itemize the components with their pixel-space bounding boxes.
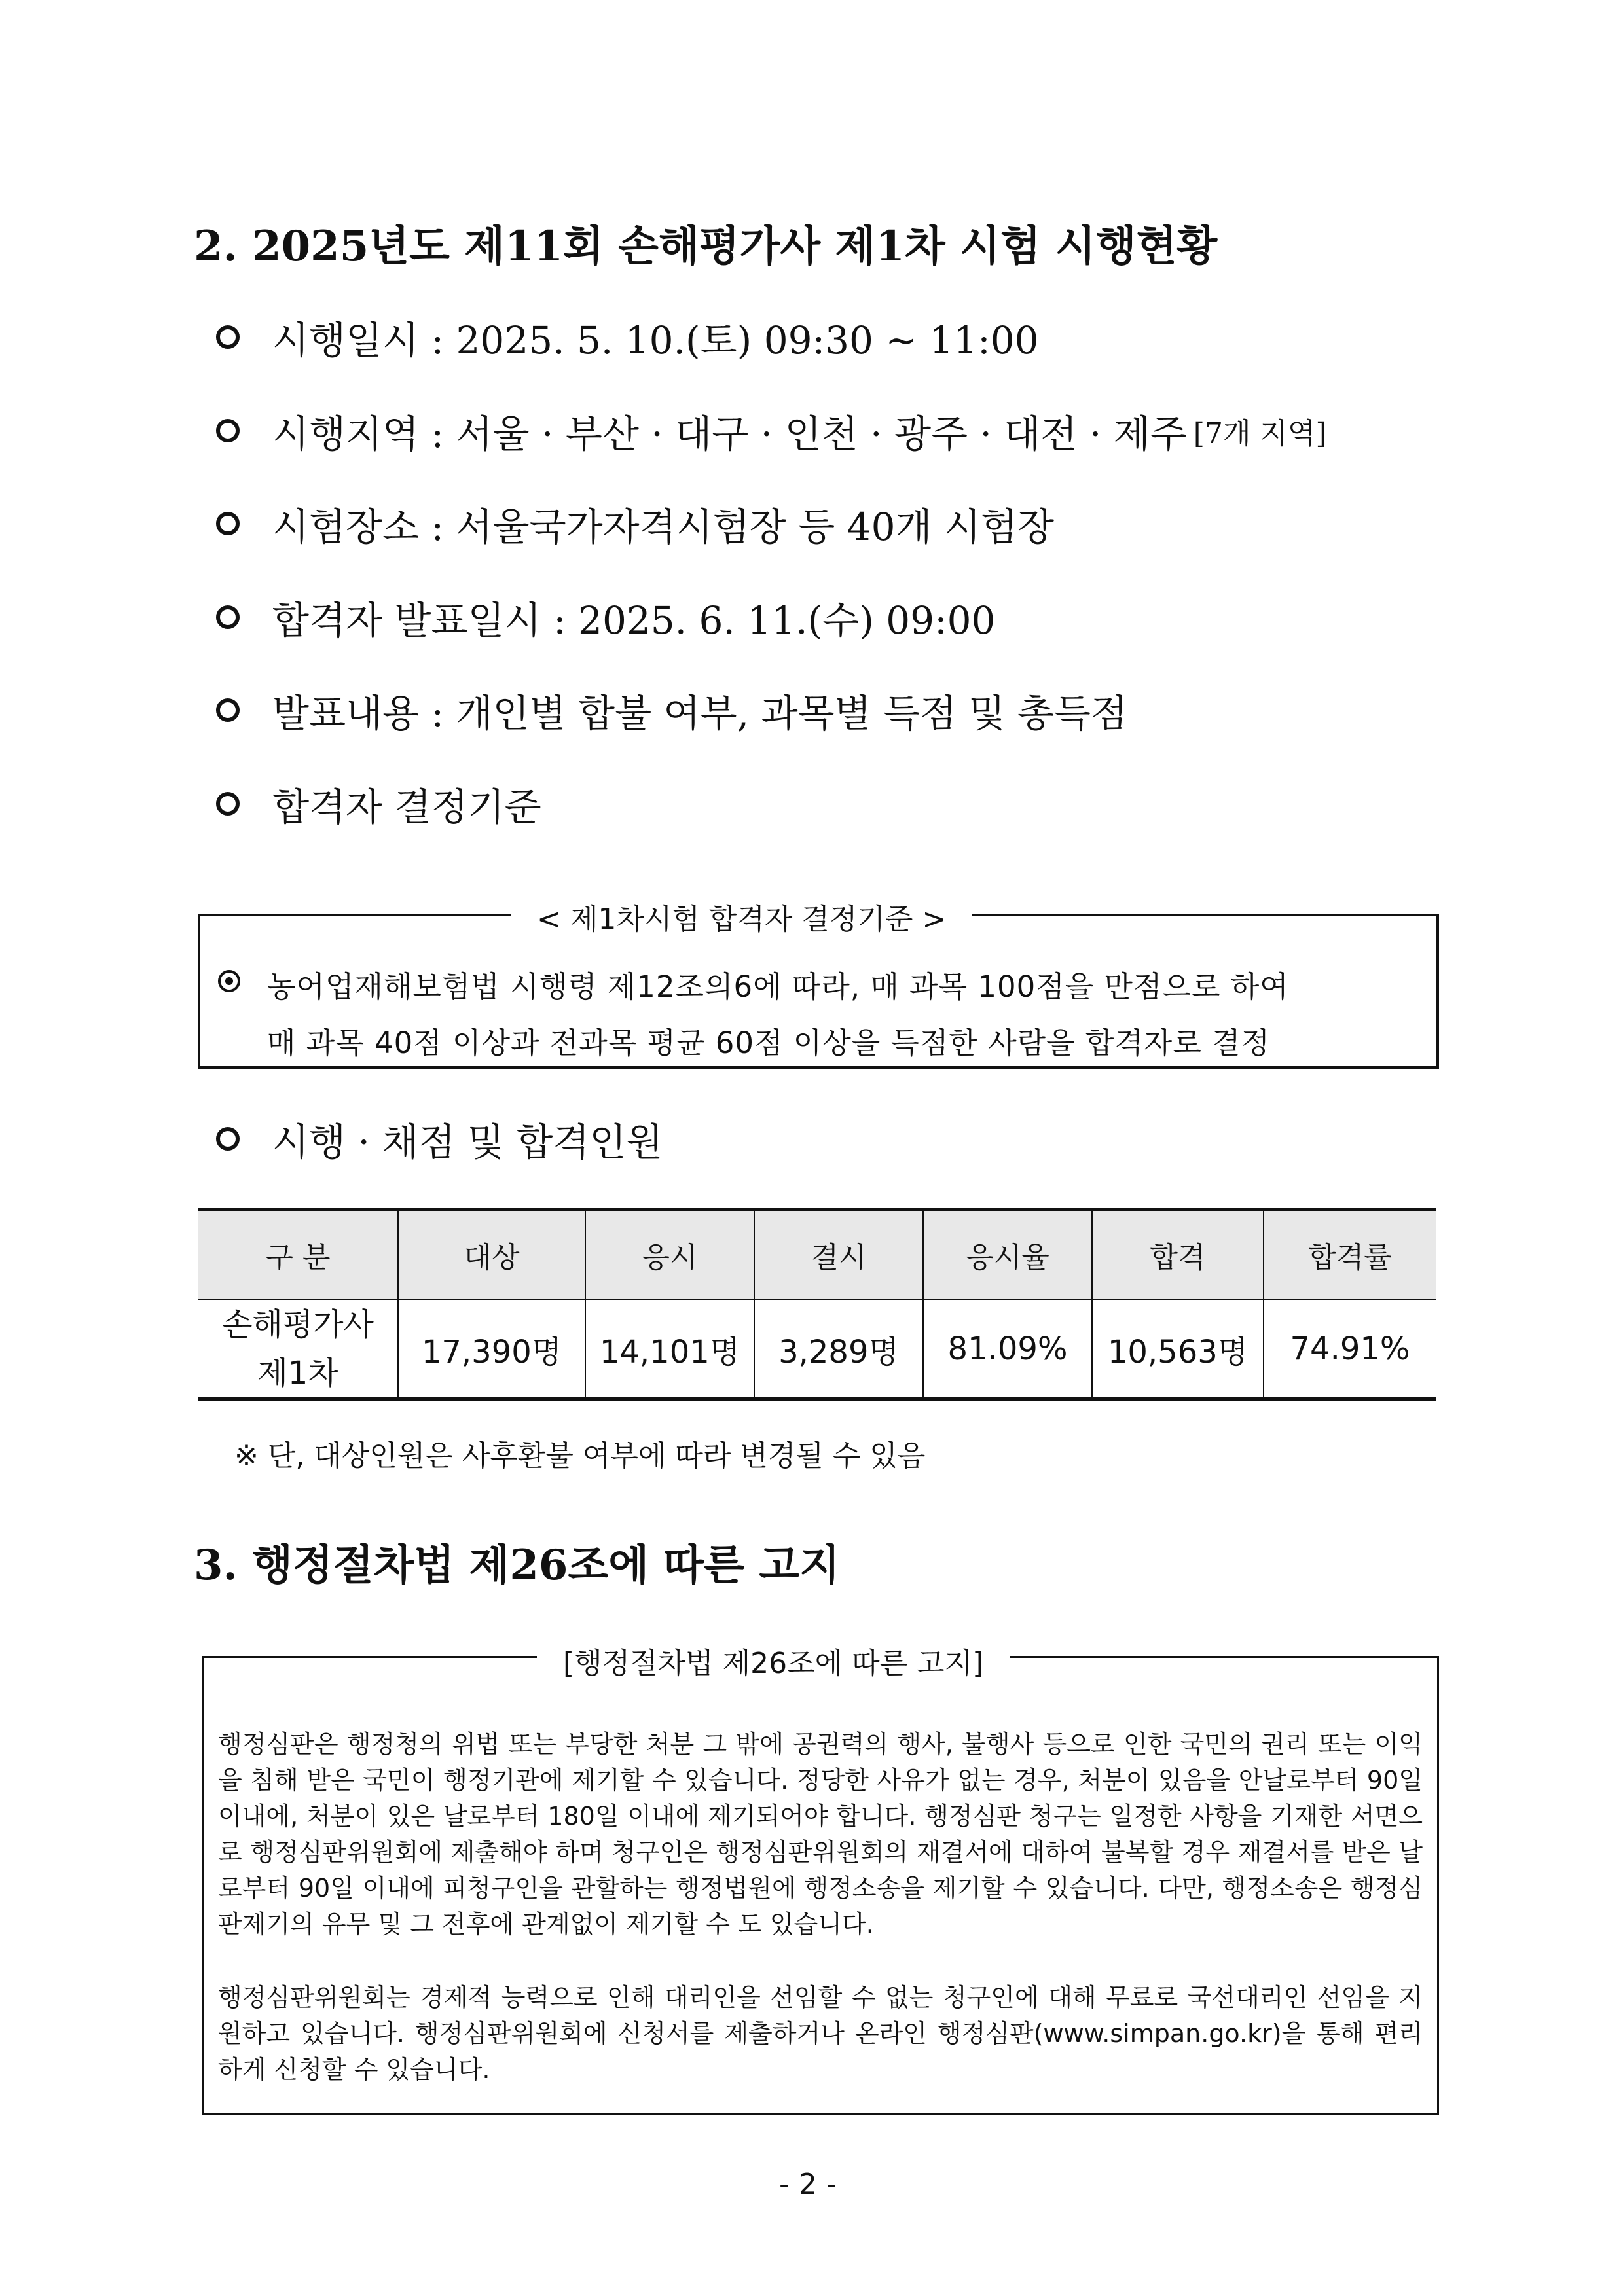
circle-bullet-icon bbox=[216, 605, 240, 629]
section-2-heading: 2. 2025년도 제11회 손해평가사 제1차 시험 시행현황 bbox=[194, 222, 1218, 271]
results-table bbox=[198, 1208, 1436, 1401]
cell-target: 17,390명 bbox=[398, 1300, 585, 1399]
cell-attendance-rate: 81.09% bbox=[923, 1300, 1092, 1399]
row-category-line-2: 제1차 bbox=[257, 1355, 338, 1391]
notice-paragraph-1: 행정심판은 행정청의 위법 또는 부당한 처분 그 밖에 공권력의 행사, 불행사 등으로 인한 국민의 권리 또는 이익을 침해 받은 국민이 행정기관에 제기할 수 있습니다. 정당한 사유가 없는 경우, 처분이 있음을 안날로부터 90일 이내에, 처분이 있은 날로부터 180일 이내에 제기되어야 합니다. 행정심판 청구는 일정한 사항을 기재한 서면으로 행정심판위원회에 제출해야 하며 청구인은 행정심판위원회의 재결서에 대하여 불복할 경우 재결서를 받은 날로부터 90일 이내에 피청구인을 관할하는 행정법원에 행정소송을 제기할 수 있습니다. 다만, 행정소송은 행정심판제기의 유무 및 그 전후에 관계없이 제기할 수 도 있습니다. bbox=[218, 1730, 1423, 1939]
item-pass-criteria bbox=[216, 778, 541, 830]
item-text: 시행 · 채점 및 합격인원 bbox=[272, 1120, 663, 1164]
circle-bullet-icon bbox=[216, 419, 240, 442]
cell-pass-rate: 74.91% bbox=[1264, 1300, 1436, 1399]
item-announcement-date bbox=[216, 591, 995, 643]
item-text: 합격자 발표일시 : 2025. 6. 11.(수) 09:00 bbox=[272, 598, 996, 643]
table-note: ※ 단, 대상인원은 사후환불 여부에 따라 변경될 수 있음 bbox=[234, 1439, 926, 1473]
circle-bullet-icon bbox=[216, 512, 240, 535]
header-pass-rate: 합격률 bbox=[1264, 1210, 1436, 1300]
header-attendance-rate: 응시율 bbox=[923, 1210, 1092, 1300]
item-text: 시험장소 : 서울국가자격시험장 등 40개 시험장 bbox=[272, 505, 1055, 549]
criteria-box-title: < 제1차시험 합격자 결정기준 > bbox=[511, 895, 972, 937]
header-absentees: 결시 bbox=[754, 1210, 923, 1300]
table-row bbox=[198, 1300, 1436, 1399]
criteria-line-1: 농어업재해보험법 시행령 제12조의6에 따라, 매 과목 100점을 만점으로 하여 bbox=[267, 969, 1289, 1004]
item-text: 시행일시 : 2025. 5. 10.(토) 09:30 ~ 11:00 bbox=[272, 318, 1039, 363]
cell-passed: 10,563명 bbox=[1092, 1300, 1264, 1399]
item-exam-regions bbox=[216, 404, 1327, 457]
notice-paragraph-2: 행정심판위원회는 경제적 능력으로 인해 대리인을 선임할 수 없는 청구인에 대해 무료로 국선대리인 선임을 지원하고 있습니다. 행정심판위원회에 신청서를 제출하거나 온라인 행정심판(www.simpan.go.kr)을 통해 편리하게 신청할 수 있습니다. bbox=[218, 1983, 1423, 2084]
circle-bullet-icon bbox=[216, 698, 240, 722]
circle-bullet-icon bbox=[216, 1127, 240, 1151]
item-text: 시행지역 : 서울 · 부산 · 대구 · 인천 · 광주 · 대전 · 제주 bbox=[272, 412, 1187, 456]
circle-bullet-icon bbox=[216, 325, 240, 349]
item-text: 발표내용 : 개인별 합불 여부, 과목별 득점 및 총득점 bbox=[272, 691, 1128, 736]
row-category-line-1: 손해평가사 bbox=[222, 1306, 374, 1343]
header-category: 구 분 bbox=[198, 1210, 398, 1300]
criteria-line-2: 매 과목 40점 이상과 전과목 평균 60점 이상을 득점한 사람을 합격자로 결정 bbox=[267, 1026, 1271, 1060]
item-exam-datetime bbox=[216, 311, 1039, 363]
row-category bbox=[198, 1300, 398, 1399]
header-target: 대상 bbox=[398, 1210, 585, 1300]
cell-absentees: 3,289명 bbox=[754, 1300, 923, 1399]
region-count-note: [7개 지역] bbox=[1193, 417, 1327, 450]
page-number: - 2 - bbox=[779, 2168, 837, 2201]
circle-bullet-icon bbox=[216, 792, 240, 816]
item-text: 합격자 결정기준 bbox=[272, 785, 541, 829]
header-passed: 합격 bbox=[1092, 1210, 1264, 1300]
section-3-heading: 3. 행정절차법 제26조에 따른 고지 bbox=[194, 1541, 840, 1590]
item-stats-heading bbox=[216, 1113, 663, 1165]
item-announcement-content bbox=[216, 684, 1127, 736]
notice-box-title: [행정절차법 제26조에 따른 고지] bbox=[537, 1640, 1010, 1681]
dotted-circle-bullet-icon bbox=[218, 970, 240, 992]
table-header-row bbox=[198, 1210, 1436, 1300]
header-applicants: 응시 bbox=[585, 1210, 754, 1300]
item-exam-venue bbox=[216, 497, 1054, 550]
cell-applicants: 14,101명 bbox=[585, 1300, 754, 1399]
